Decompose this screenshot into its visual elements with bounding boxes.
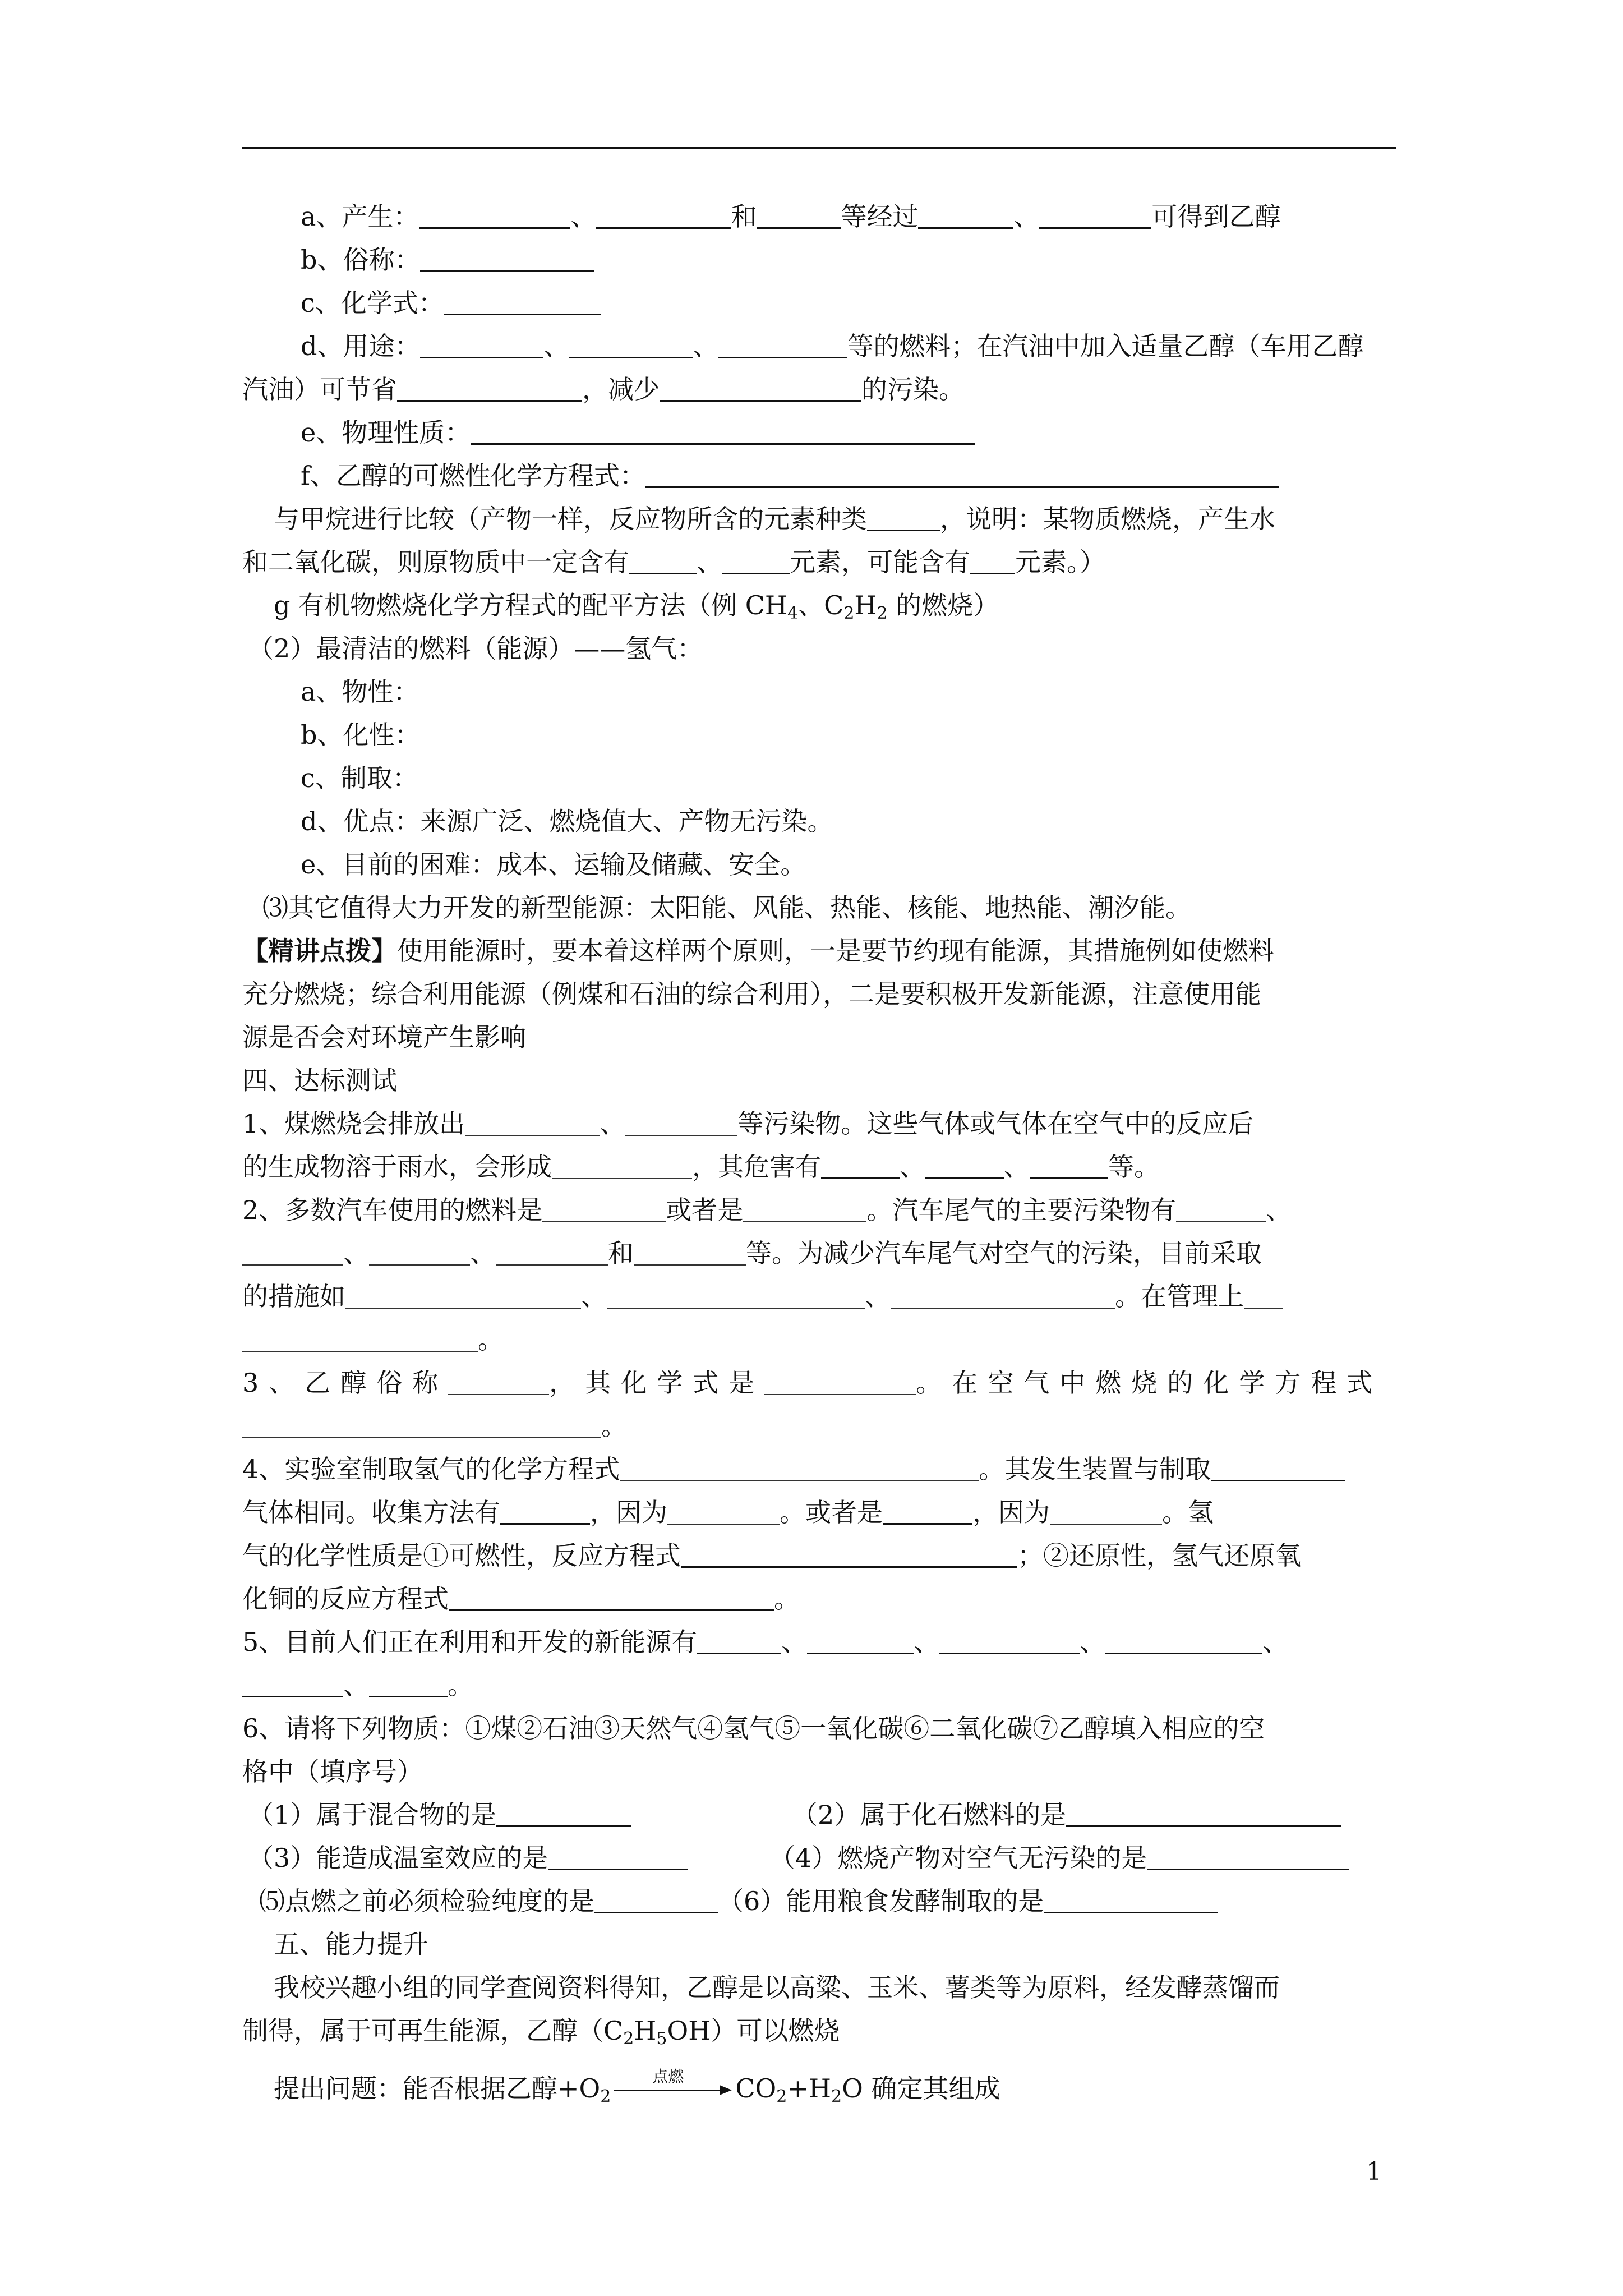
hydrogen-title: （2）最清洁的燃料（能源）——氢气： (248, 633, 703, 664)
ethanol-b-line (242, 238, 1410, 282)
compare-text: 和二氧化碳，则原物质中一定含有 (242, 547, 629, 577)
blank[interactable] (743, 1193, 866, 1222)
ethanol-d-cont-line (242, 368, 1410, 411)
blank[interactable] (891, 1280, 1115, 1309)
q3-text: 。 (601, 1411, 627, 1441)
ethanol-c-label: c、化学式： (301, 288, 444, 318)
tip-label: 【精讲点拨】 (242, 936, 397, 966)
ethanol-e-line (242, 411, 1410, 454)
blank[interactable] (645, 458, 1279, 488)
separator: 、 (581, 1281, 607, 1312)
blank[interactable] (718, 329, 847, 358)
blank[interactable] (397, 372, 582, 402)
blank[interactable] (1066, 1797, 1341, 1827)
subscript: 2 (831, 2087, 842, 2106)
q2-text: 和 (608, 1238, 634, 1268)
q5-line-1 (242, 1621, 1410, 1664)
q3-line-1 (242, 1361, 1410, 1405)
blank[interactable] (867, 501, 940, 531)
blank[interactable] (471, 415, 975, 445)
q1-text: 的生成物溶于雨水，会形成 (242, 1152, 552, 1182)
page-number: 1 (1366, 2157, 1382, 2186)
blank[interactable] (419, 199, 570, 229)
q4-line-3 (242, 1534, 1410, 1577)
q1-line-2 (242, 1145, 1410, 1189)
q2-line-4 (242, 1318, 1410, 1361)
q4-text: ，因为 (972, 1497, 1050, 1527)
q3-text: ，其化学式是 (549, 1368, 765, 1398)
blank[interactable] (596, 199, 731, 229)
compare-text: ，说明：某物质燃烧，产生水 (940, 504, 1275, 534)
q6-item: （6）能用粮食发酵制取的是 (718, 1886, 1044, 1916)
blank[interactable] (496, 1797, 631, 1827)
q4-text: ；②还原性，氢气还原氧 (1017, 1540, 1301, 1571)
subscript: 2 (776, 2087, 787, 2106)
ethanol-d-cont: 汽油）可节省 (242, 374, 397, 404)
blank[interactable] (1044, 1884, 1218, 1913)
separator: 、 (1266, 1195, 1292, 1225)
q2-text: 或者是 (666, 1195, 744, 1225)
separator: 、 (570, 201, 597, 232)
q4-text: 气的化学性质是①可燃性，反应方程式 (242, 1540, 681, 1571)
q6-item: （4）燃烧产物对空气无污染的是 (769, 1843, 1147, 1873)
tip-line-2: 充分燃烧；综合利用能源（例煤和石油的综合利用），二是要积极开发新能源，注意使用能 (242, 979, 1261, 1009)
separator: 、 (914, 1627, 940, 1657)
compare-text: 与甲烷进行比较（产物一样，反应物所含的元素种类 (274, 504, 867, 534)
blank[interactable] (925, 1149, 1004, 1179)
separator: 、 (543, 331, 570, 361)
blank[interactable] (757, 199, 841, 229)
blank[interactable] (607, 1280, 865, 1309)
separator: 、 (900, 1152, 925, 1182)
hydrogen-c: c、制取： (301, 763, 418, 793)
q4-text: 。 (774, 1584, 800, 1614)
separator: 、 (343, 1238, 369, 1268)
q4-line-1 (242, 1448, 1410, 1491)
q2-text: 等。为减少汽车尾气对空气的污染，目前采取 (746, 1238, 1262, 1268)
blank[interactable] (939, 1625, 1080, 1654)
q2-text: 。在管理上 (1115, 1281, 1244, 1312)
question-text: +H (787, 2073, 832, 2104)
q5-text: 5、目前人们正在利用和开发的新能源有 (242, 1627, 698, 1657)
ethanol-d-reduce: ，减少 (582, 374, 660, 404)
ethanol-d-text: 等的燃料；在汽油中加入适量乙醇（车用乙醇 (847, 331, 1364, 361)
blank[interactable] (660, 372, 861, 402)
q3-line-2 (242, 1405, 1410, 1448)
separator: 、 (1004, 1152, 1030, 1182)
blank[interactable] (448, 1366, 549, 1395)
separator: 、 (1013, 201, 1040, 232)
separator: 、 (781, 1627, 808, 1657)
tip-line-1 (242, 930, 1410, 973)
blank[interactable] (465, 1107, 600, 1136)
compare-line-1 (242, 498, 1410, 541)
blank[interactable] (1244, 1280, 1283, 1309)
q5-text: 。 (448, 1670, 473, 1700)
blank[interactable] (552, 1150, 692, 1179)
blank[interactable] (625, 1107, 737, 1136)
blank[interactable] (345, 1280, 581, 1309)
blank[interactable] (242, 1236, 343, 1266)
q1-text: 等。 (1108, 1152, 1160, 1182)
q5-line-2 (242, 1664, 1410, 1707)
blank[interactable] (369, 1668, 448, 1697)
question-text: 提出问题：能否根据乙醇+O (274, 2073, 601, 2104)
blank[interactable] (764, 1366, 916, 1395)
tip-text: 使用能源时，要本着这样两个原则，一是要节约现有能源，其措施例如使燃料 (397, 936, 1274, 966)
ethanol-e-label: e、物理性质： (301, 417, 471, 448)
blank[interactable] (883, 1495, 972, 1525)
separator: 、 (693, 331, 719, 361)
arrow-shaft (614, 2090, 722, 2091)
section5-question (242, 2067, 1410, 2110)
section5-p1: 我校兴趣小组的同学查阅资料得知，乙醇是以高粱、玉米、薯类等为原料，经发酵蒸馏而 (274, 1972, 1280, 2003)
q4-text: 4、实验室制取氢气的化学方程式 (242, 1454, 620, 1484)
question-text: O 确定其组成 (842, 2073, 1000, 2104)
subscript: 2 (843, 604, 855, 623)
blank[interactable] (697, 1625, 781, 1654)
g-text: g 有机物燃烧化学方程式的配平方法（例 CH (274, 590, 788, 620)
q6-row-2 (242, 1837, 1410, 1880)
hydrogen-d: d、优点：来源广泛、燃烧值大、产物无污染。 (301, 806, 833, 836)
separator: 等经过 (841, 201, 919, 232)
blank[interactable] (970, 545, 1015, 574)
q2-text: 。 (478, 1324, 504, 1355)
q4-text: 。或者是 (780, 1497, 883, 1527)
reaction-arrow (614, 2067, 732, 2099)
separator: 、 (343, 1670, 369, 1700)
ethanol-a-end: 可得到乙醇 (1151, 201, 1281, 232)
separator: 、 (470, 1238, 496, 1268)
separator: 、 (865, 1281, 891, 1312)
q2-line-2 (242, 1232, 1410, 1275)
arrow-head-icon (720, 2085, 732, 2095)
q6-item: （2）属于化石燃料的是 (792, 1800, 1067, 1830)
q2-text: 的措施如 (242, 1281, 345, 1312)
tip-line-3: 源是否会对环境产生影响 (242, 1022, 526, 1052)
q6-item: （3）能造成温室效应的是 (248, 1843, 548, 1873)
hydrogen-b: b、化性： (301, 720, 421, 750)
blank[interactable] (1211, 1452, 1345, 1481)
ethanol-d-line (242, 325, 1410, 368)
compare-text: 元素，可能含有 (790, 547, 970, 577)
blank[interactable] (1147, 1841, 1349, 1870)
other-sources: ⑶其它值得大力开发的新型能源：太阳能、风能、热能、核能、地热能、潮汐能。 (262, 892, 1191, 923)
subscript: 5 (656, 2029, 667, 2049)
q2-text: 。汽车尾气的主要污染物有 (866, 1195, 1177, 1225)
blank[interactable] (807, 1625, 914, 1654)
subscript: 4 (787, 604, 799, 623)
section5-p2 (242, 2009, 1410, 2053)
q6-item: ⑸点燃之前必须检验纯度的是 (259, 1886, 594, 1916)
blank[interactable] (918, 199, 1013, 229)
blank[interactable] (681, 1538, 1017, 1568)
worksheet-body (242, 195, 1410, 2110)
blank[interactable] (634, 1236, 746, 1266)
q4-text: 。氢 (1162, 1497, 1214, 1527)
q4-line-4 (242, 1577, 1410, 1621)
blank[interactable] (242, 1323, 478, 1352)
reaction-condition: 点燃 (652, 2067, 684, 2086)
p2-text: OH）可以燃烧 (667, 2016, 840, 2046)
subscript: 2 (877, 604, 888, 623)
subscript: 2 (600, 2087, 611, 2106)
g-text: 、C (798, 590, 844, 620)
q1-line-1 (242, 1102, 1410, 1145)
question-text: CO (735, 2073, 777, 2104)
q4-text: ，因为 (590, 1497, 667, 1527)
q1-text: 1、煤燃烧会排放出 (242, 1108, 465, 1139)
blank[interactable] (667, 1496, 780, 1525)
header-rule (242, 147, 1396, 149)
ethanol-b-label: b、俗称： (301, 245, 421, 275)
blank[interactable] (1105, 1625, 1262, 1654)
separator: 、 (1080, 1627, 1106, 1657)
blank[interactable] (420, 329, 543, 358)
ethanol-a-line (242, 195, 1410, 238)
blank[interactable] (1039, 199, 1151, 229)
ethanol-a-label: a、产生： (301, 201, 419, 232)
hydrogen-e: e、目前的困难：成本、运输及储藏、安全。 (301, 849, 806, 880)
blank[interactable] (500, 1495, 590, 1525)
q1-text: 等污染物。这些气体或气体在空气中的反应后 (737, 1108, 1254, 1139)
section5-title: 五、能力提升 (274, 1929, 428, 1959)
blank[interactable] (821, 1149, 900, 1179)
compare-text: 元素。） (1015, 547, 1105, 577)
blank[interactable] (722, 545, 790, 574)
q6-row-3 (242, 1880, 1410, 1923)
separator: 和 (731, 201, 757, 232)
blank[interactable] (242, 1668, 343, 1697)
p2-text: H (634, 2016, 657, 2046)
q1-text: ，其危害有 (692, 1152, 821, 1182)
ethanol-d-end: 的污染。 (861, 374, 965, 404)
blank[interactable] (496, 1236, 608, 1266)
blank[interactable] (569, 329, 693, 358)
q6-row-1 (242, 1793, 1410, 1837)
q3-text: 3、乙醇俗称 (242, 1368, 449, 1398)
blank[interactable] (369, 1236, 470, 1266)
blank[interactable] (620, 1452, 979, 1481)
q6-line-1: 6、请将下列物质：①煤②石油③天然气④氢气⑤一氧化碳⑥二氧化碳⑦乙醇填入相应的空 (242, 1713, 1265, 1743)
p2-text: 制得，属于可再生能源，乙醇（C (242, 2016, 624, 2046)
blank[interactable] (242, 1409, 601, 1438)
separator: 、 (1262, 1627, 1289, 1657)
blank[interactable] (542, 1193, 666, 1222)
section4-title: 四、达标测试 (242, 1065, 397, 1096)
hydrogen-a: a、物性： (301, 677, 419, 707)
ethanol-g-line (242, 584, 1410, 627)
blank[interactable] (548, 1841, 688, 1870)
g-text: 的燃烧） (887, 590, 999, 620)
compare-line-2 (242, 541, 1410, 584)
separator: 、 (600, 1108, 626, 1139)
g-text: H (854, 590, 877, 620)
q2-text: 2、多数汽车使用的燃料是 (242, 1195, 543, 1225)
q4-text: 化铜的反应方程式 (242, 1584, 449, 1614)
ethanol-f-label: f、乙醇的可燃性化学方程式： (301, 461, 646, 491)
ethanol-c-line (242, 282, 1410, 325)
ethanol-f-line (242, 454, 1410, 498)
q4-text: 气体相同。收集方法有 (242, 1497, 500, 1527)
q2-line-3 (242, 1275, 1410, 1318)
q4-text: 。其发生装置与制取 (979, 1454, 1211, 1484)
q3-text: 。在空气中燃烧的化学方程式 (916, 1368, 1383, 1398)
q2-line-1 (242, 1189, 1410, 1232)
blank[interactable] (594, 1884, 718, 1913)
q6-item: （1）属于混合物的是 (248, 1800, 497, 1830)
ethanol-d-label: d、用途： (301, 331, 421, 361)
separator: 、 (697, 547, 722, 577)
q6-line-2: 格中（填序号） (242, 1756, 423, 1787)
q4-line-2 (242, 1491, 1410, 1534)
subscript: 2 (623, 2029, 634, 2049)
blank[interactable] (629, 545, 697, 574)
blank[interactable] (420, 242, 594, 272)
blank[interactable] (449, 1581, 774, 1611)
blank[interactable] (1176, 1193, 1266, 1222)
blank[interactable] (1050, 1496, 1162, 1525)
blank[interactable] (1030, 1149, 1108, 1179)
blank[interactable] (444, 286, 601, 315)
